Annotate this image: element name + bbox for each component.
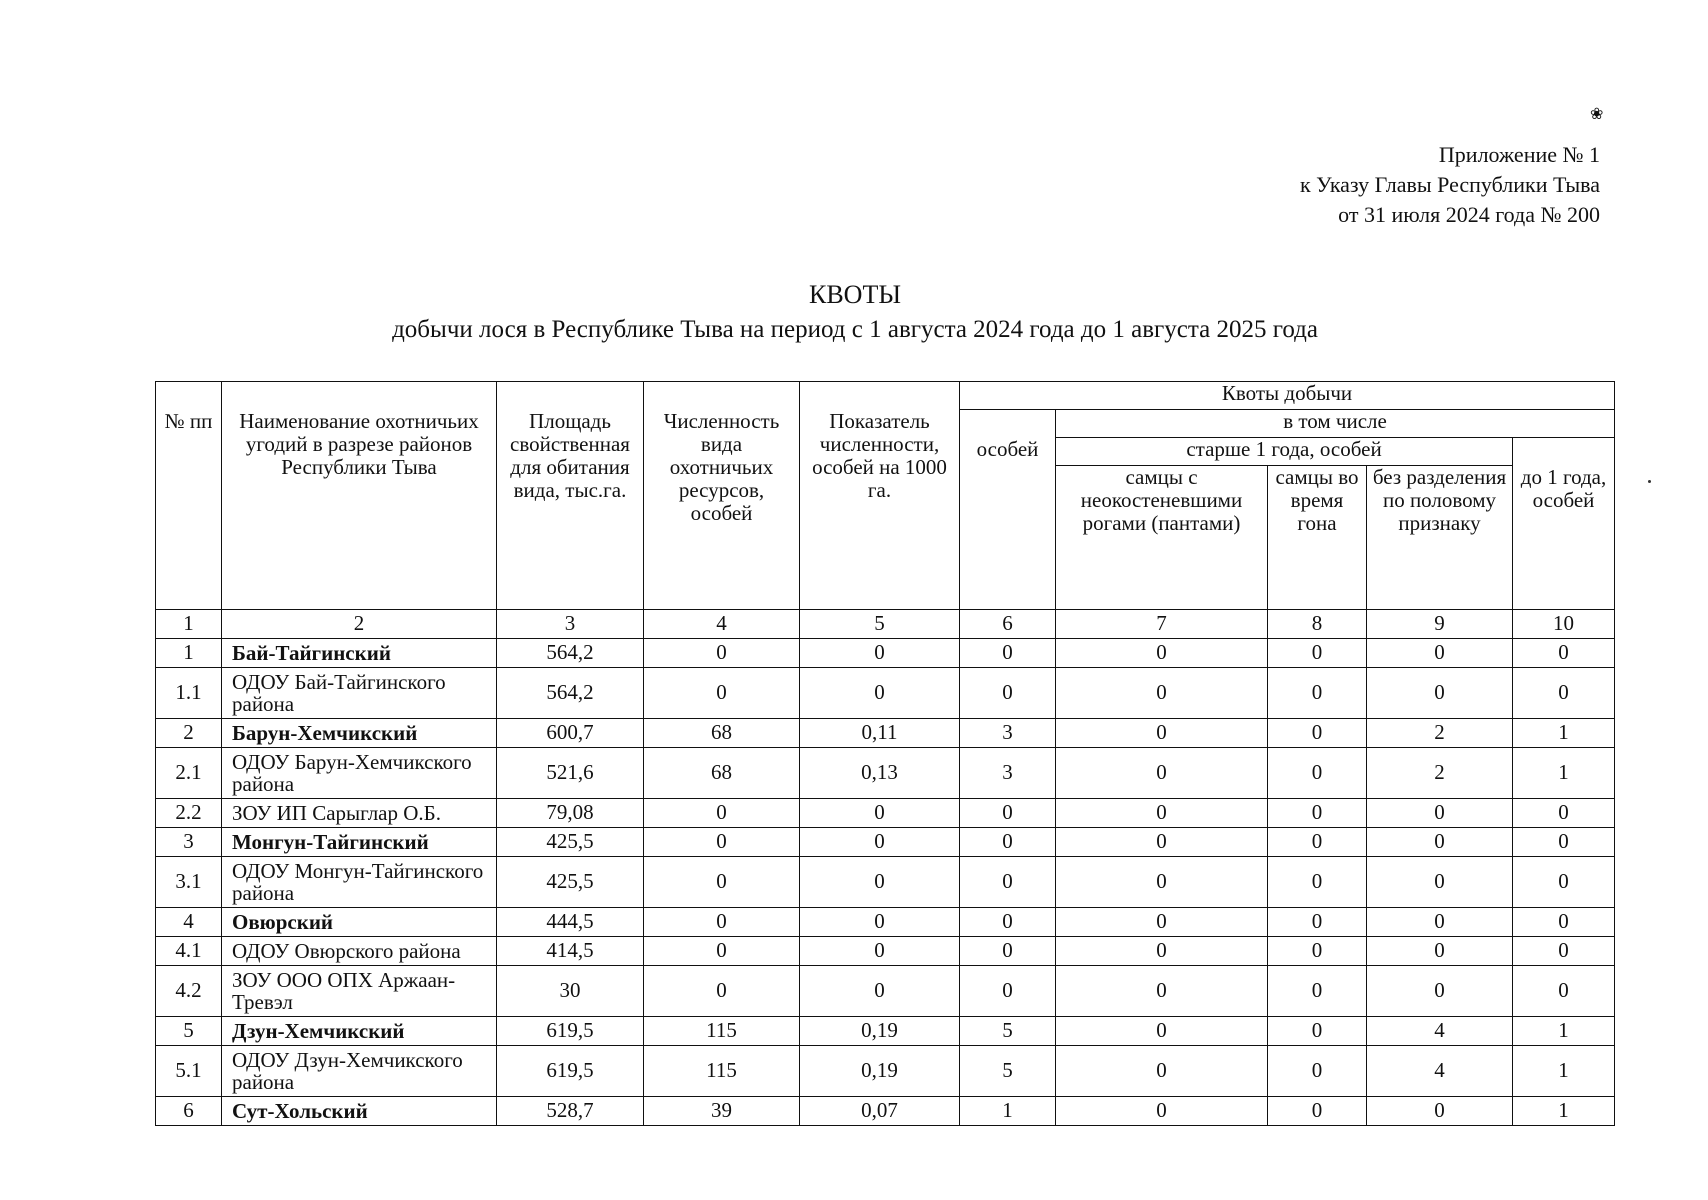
appendix-block	[1300, 140, 1600, 230]
males-rut-value: 0	[1268, 966, 1367, 1017]
males-antlers-value: 0	[1056, 639, 1268, 668]
header-quota: Квоты добычи	[960, 382, 1615, 410]
document-title: КВОТЫ	[808, 280, 901, 309]
density-index-value: 0	[800, 799, 960, 828]
no-sex-value: 2	[1367, 719, 1513, 748]
under1-value: 0	[1513, 857, 1615, 908]
quota-total-value: 3	[960, 719, 1056, 748]
males-antlers-value: 0	[1056, 1046, 1268, 1097]
area-value: 528,7	[497, 1097, 644, 1126]
table-row	[156, 668, 1615, 719]
no-sex-value: 0	[1367, 828, 1513, 857]
header-older: старше 1 года, особей	[1056, 438, 1513, 466]
hunting-ground-name: ЗОУ ИП Сарыглар О.Б.	[222, 799, 497, 828]
header-count: Численность вида охотничьих ресурсов, особей	[644, 382, 800, 610]
area-value: 79,08	[497, 799, 644, 828]
hunting-ground-name: ОДОУ Монгун-Тайгинского района	[222, 857, 497, 908]
under1-value: 0	[1513, 799, 1615, 828]
under1-value: 0	[1513, 639, 1615, 668]
under1-value: 0	[1513, 828, 1615, 857]
row-number: 2.1	[156, 748, 222, 799]
no-sex-value: 2	[1367, 748, 1513, 799]
column-number: 7	[1056, 610, 1268, 639]
header-no-sex: без разделения по половому признаку	[1367, 466, 1513, 610]
no-sex-value: 0	[1367, 937, 1513, 966]
table-row	[156, 799, 1615, 828]
column-number: 10	[1513, 610, 1615, 639]
appendix-line-2: к Указу Главы Республики Тыва	[1299, 172, 1600, 197]
table-row	[156, 966, 1615, 1017]
under1-value: 0	[1513, 668, 1615, 719]
header-males-antlers: самцы с неокостеневшими рогами (пантами)	[1056, 466, 1268, 610]
density-index-value: 0	[800, 828, 960, 857]
quota-total-value: 0	[960, 966, 1056, 1017]
column-number: 5	[800, 610, 960, 639]
hunting-ground-name: Овюрский	[222, 908, 497, 937]
population-value: 68	[644, 719, 800, 748]
males-antlers-value: 0	[1056, 857, 1268, 908]
table-row	[156, 937, 1615, 966]
under1-value: 1	[1513, 748, 1615, 799]
area-value: 564,2	[497, 668, 644, 719]
no-sex-value: 0	[1367, 908, 1513, 937]
no-sex-value: 0	[1367, 639, 1513, 668]
quota-total-value: 0	[960, 668, 1056, 719]
quota-total-value: 0	[960, 799, 1056, 828]
row-number: 2	[156, 719, 222, 748]
males-antlers-value: 0	[1056, 719, 1268, 748]
males-antlers-value: 0	[1056, 908, 1268, 937]
density-index-value: 0,13	[800, 748, 960, 799]
quota-total-value: 0	[960, 828, 1056, 857]
males-antlers-value: 0	[1056, 937, 1268, 966]
header-index: Показатель численности, особей на 1000 га.	[800, 382, 960, 610]
column-number-row	[156, 610, 1615, 639]
table-row	[156, 1017, 1615, 1046]
population-value: 68	[644, 748, 800, 799]
row-number: 3.1	[156, 857, 222, 908]
table-row	[156, 828, 1615, 857]
males-rut-value: 0	[1268, 639, 1367, 668]
males-antlers-value: 0	[1056, 966, 1268, 1017]
males-rut-value: 0	[1268, 857, 1367, 908]
quota-total-value: 5	[960, 1017, 1056, 1046]
row-number: 5	[156, 1017, 222, 1046]
no-sex-value: 4	[1367, 1046, 1513, 1097]
column-number: 6	[960, 610, 1056, 639]
column-number: 4	[644, 610, 800, 639]
document-subtitle: добычи лося в Республике Тыва на период с 1 августа 2024 года до 1 августа 2025 года	[392, 316, 1318, 343]
population-value: 0	[644, 828, 800, 857]
density-index-value: 0	[800, 937, 960, 966]
males-rut-value: 0	[1268, 719, 1367, 748]
density-index-value: 0	[800, 668, 960, 719]
density-index-value: 0,19	[800, 1046, 960, 1097]
density-index-value: 0,07	[800, 1097, 960, 1126]
population-value: 0	[644, 908, 800, 937]
table-row	[156, 639, 1615, 668]
males-rut-value: 0	[1268, 668, 1367, 719]
no-sex-value: 0	[1367, 799, 1513, 828]
quota-total-value: 0	[960, 639, 1056, 668]
hunting-ground-name: ОДОУ Бай-Тайгинского района	[222, 668, 497, 719]
population-value: 39	[644, 1097, 800, 1126]
hunting-ground-name: Бай-Тайгинский	[222, 639, 497, 668]
no-sex-value: 0	[1367, 668, 1513, 719]
population-value: 0	[644, 799, 800, 828]
hunting-ground-name: Сут-Хольский	[222, 1097, 497, 1126]
row-number: 4	[156, 908, 222, 937]
population-value: 0	[644, 937, 800, 966]
hunting-ground-name: Дзун-Хемчикский	[222, 1017, 497, 1046]
quota-total-value: 0	[960, 908, 1056, 937]
header-area: Площадь свойственная для обитания вида, тыс.га.	[497, 382, 644, 610]
quota-total-value: 3	[960, 748, 1056, 799]
population-value: 115	[644, 1017, 800, 1046]
density-index-value: 0	[800, 857, 960, 908]
column-number: 9	[1367, 610, 1513, 639]
header-num: № пп	[156, 382, 222, 610]
scan-dot	[1648, 480, 1651, 483]
table-row	[156, 719, 1615, 748]
males-antlers-value: 0	[1056, 1097, 1268, 1126]
hunting-ground-name: ЗОУ ООО ОПХ Аржаан-Тревэл	[222, 966, 497, 1017]
density-index-value: 0	[800, 908, 960, 937]
males-rut-value: 0	[1268, 1046, 1367, 1097]
quota-total-value: 0	[960, 857, 1056, 908]
column-number: 1	[156, 610, 222, 639]
population-value: 0	[644, 639, 800, 668]
table-row	[156, 1097, 1615, 1126]
row-number: 3	[156, 828, 222, 857]
area-value: 600,7	[497, 719, 644, 748]
header-under1: до 1 года, особей	[1513, 438, 1615, 610]
no-sex-value: 0	[1367, 857, 1513, 908]
header-quota-total: особей	[960, 410, 1056, 610]
under1-value: 1	[1513, 1046, 1615, 1097]
males-rut-value: 0	[1268, 748, 1367, 799]
row-number: 4.1	[156, 937, 222, 966]
row-number: 1	[156, 639, 222, 668]
population-value: 0	[644, 857, 800, 908]
hunting-ground-name: Барун-Хемчикский	[222, 719, 497, 748]
row-number: 2.2	[156, 799, 222, 828]
population-value: 0	[644, 668, 800, 719]
population-value: 0	[644, 966, 800, 1017]
males-rut-value: 0	[1268, 1017, 1367, 1046]
under1-value: 1	[1513, 719, 1615, 748]
under1-value: 0	[1513, 908, 1615, 937]
area-value: 425,5	[497, 828, 644, 857]
density-index-value: 0,19	[800, 1017, 960, 1046]
column-number: 3	[497, 610, 644, 639]
table-body	[156, 639, 1615, 1126]
under1-value: 1	[1513, 1097, 1615, 1126]
row-number: 4.2	[156, 966, 222, 1017]
no-sex-value: 0	[1367, 966, 1513, 1017]
area-value: 619,5	[497, 1046, 644, 1097]
males-rut-value: 0	[1268, 908, 1367, 937]
area-value: 564,2	[497, 639, 644, 668]
density-index-value: 0	[800, 966, 960, 1017]
no-sex-value: 0	[1367, 1097, 1513, 1126]
males-antlers-value: 0	[1056, 1017, 1268, 1046]
quota-total-value: 5	[960, 1046, 1056, 1097]
row-number: 5.1	[156, 1046, 222, 1097]
table-row	[156, 1046, 1615, 1097]
males-antlers-value: 0	[1056, 799, 1268, 828]
header-name: Наименование охотничьих угодий в разрезе районов Республики Тыва	[222, 382, 497, 610]
column-number: 8	[1268, 610, 1367, 639]
quota-table	[155, 381, 1615, 1126]
appendix-line-3: от 31 июля 2024 года № 200	[1338, 202, 1600, 227]
no-sex-value: 4	[1367, 1017, 1513, 1046]
row-number: 6	[156, 1097, 222, 1126]
males-rut-value: 0	[1268, 1097, 1367, 1126]
quota-total-value: 1	[960, 1097, 1056, 1126]
males-antlers-value: 0	[1056, 748, 1268, 799]
area-value: 444,5	[497, 908, 644, 937]
population-value: 115	[644, 1046, 800, 1097]
males-rut-value: 0	[1268, 828, 1367, 857]
area-value: 414,5	[497, 937, 644, 966]
hunting-ground-name: ОДОУ Дзун-Хемчикского района	[222, 1046, 497, 1097]
males-rut-value: 0	[1268, 799, 1367, 828]
table-row	[156, 748, 1615, 799]
column-number: 2	[222, 610, 497, 639]
header-including: в том числе	[1056, 410, 1615, 438]
table-row	[156, 908, 1615, 937]
under1-value: 1	[1513, 1017, 1615, 1046]
under1-value: 0	[1513, 937, 1615, 966]
scan-mark: ❀	[1590, 106, 1604, 123]
area-value: 521,6	[497, 748, 644, 799]
density-index-value: 0	[800, 639, 960, 668]
row-number: 1.1	[156, 668, 222, 719]
area-value: 619,5	[497, 1017, 644, 1046]
under1-value: 0	[1513, 966, 1615, 1017]
males-antlers-value: 0	[1056, 668, 1268, 719]
males-antlers-value: 0	[1056, 828, 1268, 857]
table-row	[156, 857, 1615, 908]
area-value: 30	[497, 966, 644, 1017]
quota-total-value: 0	[960, 937, 1056, 966]
area-value: 425,5	[497, 857, 644, 908]
hunting-ground-name: ОДОУ Барун-Хемчикского района	[222, 748, 497, 799]
hunting-ground-name: ОДОУ Овюрского района	[222, 937, 497, 966]
males-rut-value: 0	[1268, 937, 1367, 966]
hunting-ground-name: Монгун-Тайгинский	[222, 828, 497, 857]
appendix-line-1: Приложение № 1	[1438, 142, 1600, 167]
header-males-rut: самцы во время гона	[1268, 466, 1367, 610]
density-index-value: 0,11	[800, 719, 960, 748]
